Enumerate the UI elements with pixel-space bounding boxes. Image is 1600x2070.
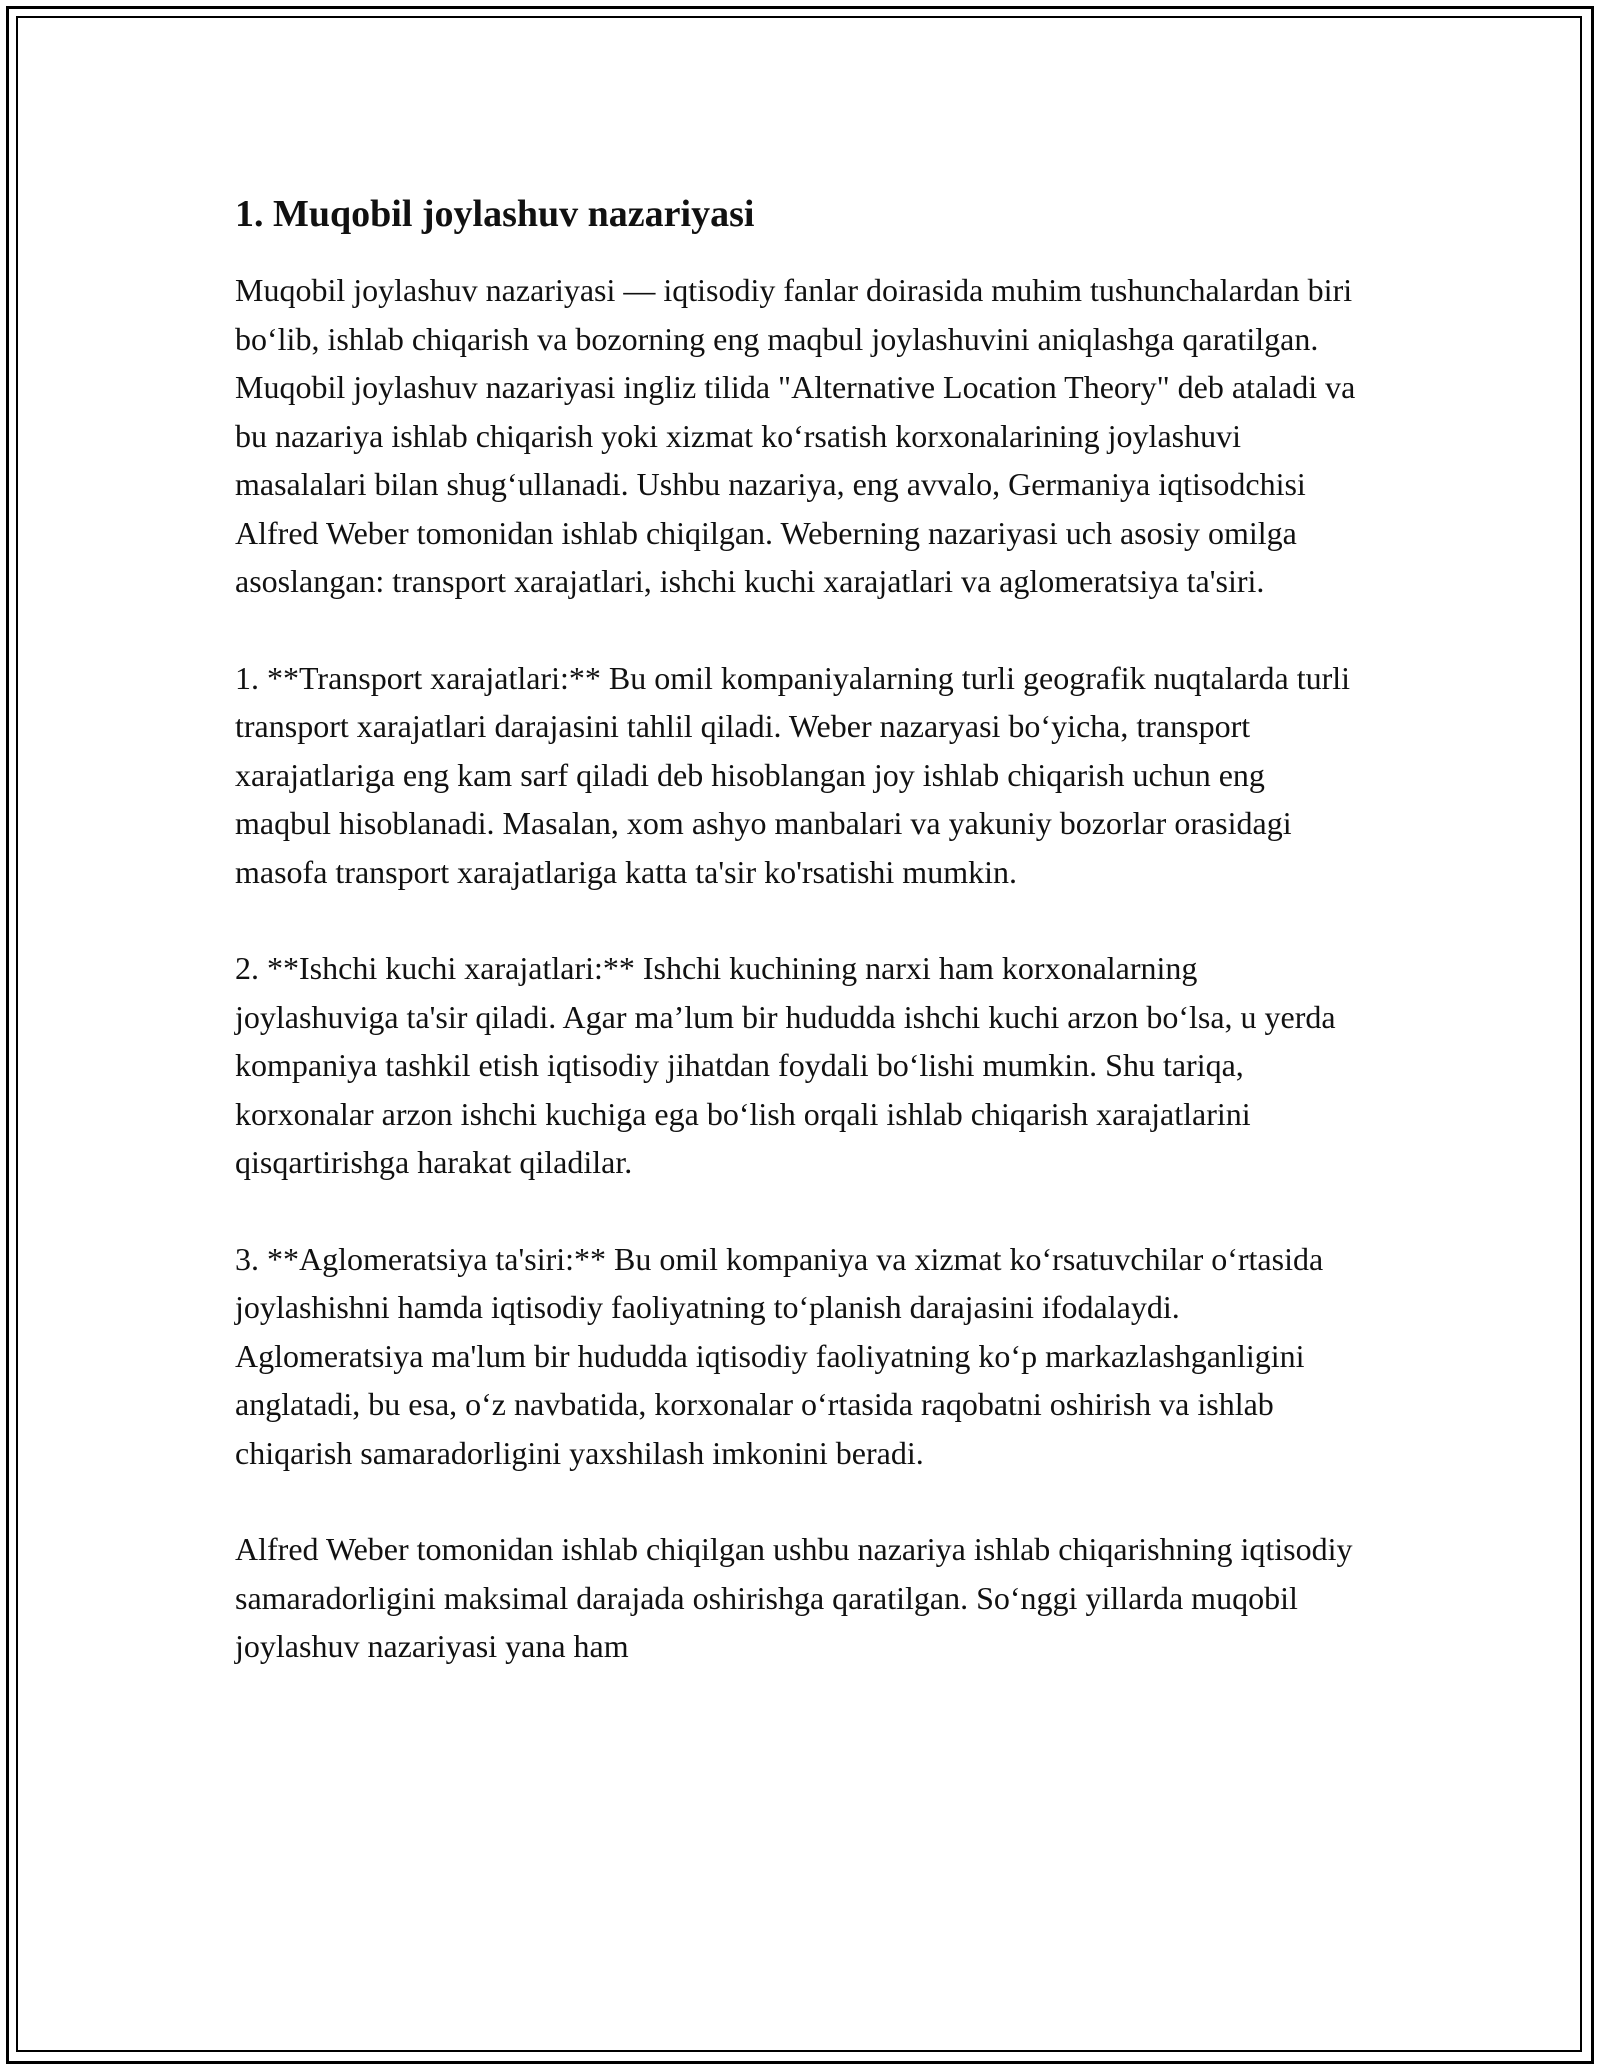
transport-costs-paragraph: 1. **Transport xarajatlari:** Bu omil kompaniyalarning turli geografik nuqtalarda turli transport xarajatlari darajasini tahlil qiladi. Weber nazaryasi bo‘yicha, transport xarajatlariga eng kam sarf qiladi deb hisoblangan joy ishlab chiqarish uchun eng maqbul hisoblanadi. Masalan, xom ashyo manbalari va yakuniy bozorlar orasidagi masofa transport xarajatlariga katta ta'sir ko'rsatishi mumkin. [235,659,1351,890]
document-body [235,188,1365,1719]
conclusion-paragraph: Alfred Weber tomonidan ishlab chiqilgan ushbu nazariya ishlab chiqarishning iqtisodiy samaradorligini maksimal darajada oshirishga qaratilgan. So‘nggi yillarda muqobil joylashuv nazariyasi yana ham [235,1531,1353,1664]
labor-costs-paragraph: 2. **Ishchi kuchi xarajatlari:** Ishchi kuchining narxi ham korxonalarning joylashuviga ta'sir qiladi. Agar ma’lum bir hududda ishchi kuchi arzon bo‘lsa, u yerda kompaniya tashkil etish iqtisodiy jihatdan foydali bo‘lishi mumkin. Shu tariqa, korxonalar arzon ishchi kuchiga ega bo‘lish orqali ishlab chiqarish xarajatlarini qisqartirishga harakat qiladilar. [235,950,1336,1180]
agglomeration-paragraph: 3. **Aglomeratsiya ta'siri:** Bu omil kompaniya va xizmat ko‘rsatuvchilar o‘rtasida joylashishni hamda iqtisodiy faoliyatning to‘planish darajasini ifodalaydi. Aglomeratsiya ma'lum bir hududda iqtisodiy faoliyatning ko‘p markazlashganligini anglatadi, bu esa, o‘z navbatida, korxonalar o‘rtasida raqobatni oshirish va ishlab chiqarish samaradorligini yaxshilash imkonini beradi. [235,1240,1324,1471]
section-heading: 1. Muqobil joylashuv nazariyasi [235,193,755,235]
intro-paragraph: Muqobil joylashuv nazariyasi — iqtisodiy fanlar doirasida muhim tushunchalardan biri bo‘lib, ishlab chiqarish va bozorning eng maqbul joylashuvini aniqlashga qaratilgan. Muqobil joylashuv nazariyasi ingliz tilida "Alternative Location Theory" deb ataladi va bu nazariya ishlab chiqarish yoki xizmat ko‘rsatish korxonalarining joylashuvi masalalari bilan shug‘ullanadi. Ushbu nazariya, eng avvalo, Germaniya iqtisodchisi Alfred Weber tomonidan ishlab chiqilgan. Weberning nazariyasi uch asosiy omilga asoslangan: transport xarajatlari, ishchi kuchi xarajatlari va aglomeratsiya ta'siri. [235,272,1356,599]
